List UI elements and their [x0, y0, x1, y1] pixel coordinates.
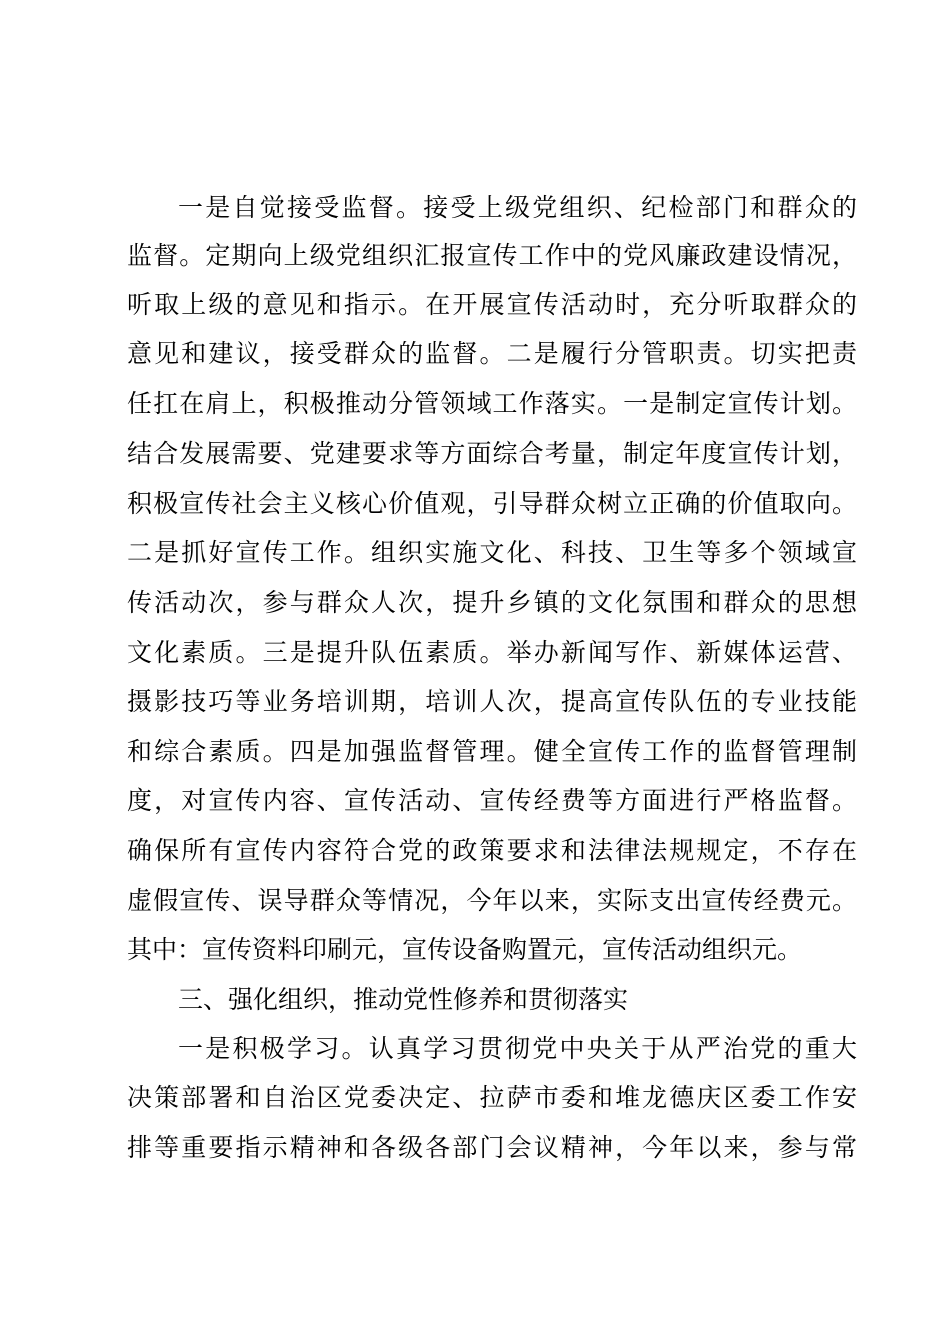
paragraph-line: 确保所有宣传内容符合党的政策要求和法律法规规定，不存在 [127, 836, 857, 865]
paragraph-line: 意见和建议，接受群众的监督。二是履行分管职责。切实把责 [127, 339, 857, 368]
paragraph-line: 摄影技巧等业务培训期，培训人次，提高宣传队伍的专业技能 [127, 687, 857, 716]
paragraph-line: 排等重要指示精神和各级各部门会议精神，今年以来，参与常 [127, 1133, 857, 1162]
paragraph-line: 二是抓好宣传工作。组织实施文化、科技、卫生等多个领域宣 [127, 538, 857, 567]
paragraph-line: 其中：宣传资料印刷元，宣传设备购置元，宣传活动组织元。 [127, 935, 803, 964]
paragraph-line: 一是自觉接受监督。接受上级党组织、纪检部门和群众的 [178, 193, 857, 222]
paragraph-line: 决策部署和自治区党委决定、拉萨市委和堆龙德庆区委工作安 [127, 1083, 857, 1112]
paragraph-line: 和综合素质。四是加强监督管理。健全宣传工作的监督管理制 [127, 737, 857, 766]
paragraph-line: 积极宣传社会主义核心价值观，引导群众树立正确的价值取向。 [127, 489, 857, 518]
paragraph-line: 传活动次，参与群众人次，提升乡镇的文化氛围和群众的思想 [127, 588, 857, 617]
paragraph-line: 听取上级的意见和指示。在开展宣传活动时，充分听取群众的 [127, 290, 857, 319]
paragraph-line: 文化素质。三是提升队伍素质。举办新闻写作、新媒体运营、 [127, 638, 857, 667]
section-heading: 三、强化组织，推动党性修养和贯彻落实 [178, 985, 629, 1014]
paragraph-line: 任扛在肩上，积极推动分管领域工作落实。一是制定宣传计划。 [127, 389, 857, 418]
paragraph-line: 虚假宣传、误导群众等情况，今年以来，实际支出宣传经费元。 [127, 886, 857, 915]
paragraph-line: 一是积极学习。认真学习贯彻党中央关于从严治党的重大 [178, 1034, 857, 1063]
paragraph-line: 监督。定期向上级党组织汇报宣传工作中的党风廉政建设情况， [127, 241, 857, 270]
paragraph-line: 度，对宣传内容、宣传活动、宣传经费等方面进行严格监督。 [127, 786, 857, 815]
paragraph-line: 结合发展需要、党建要求等方面综合考量，制定年度宣传计划， [127, 439, 857, 468]
